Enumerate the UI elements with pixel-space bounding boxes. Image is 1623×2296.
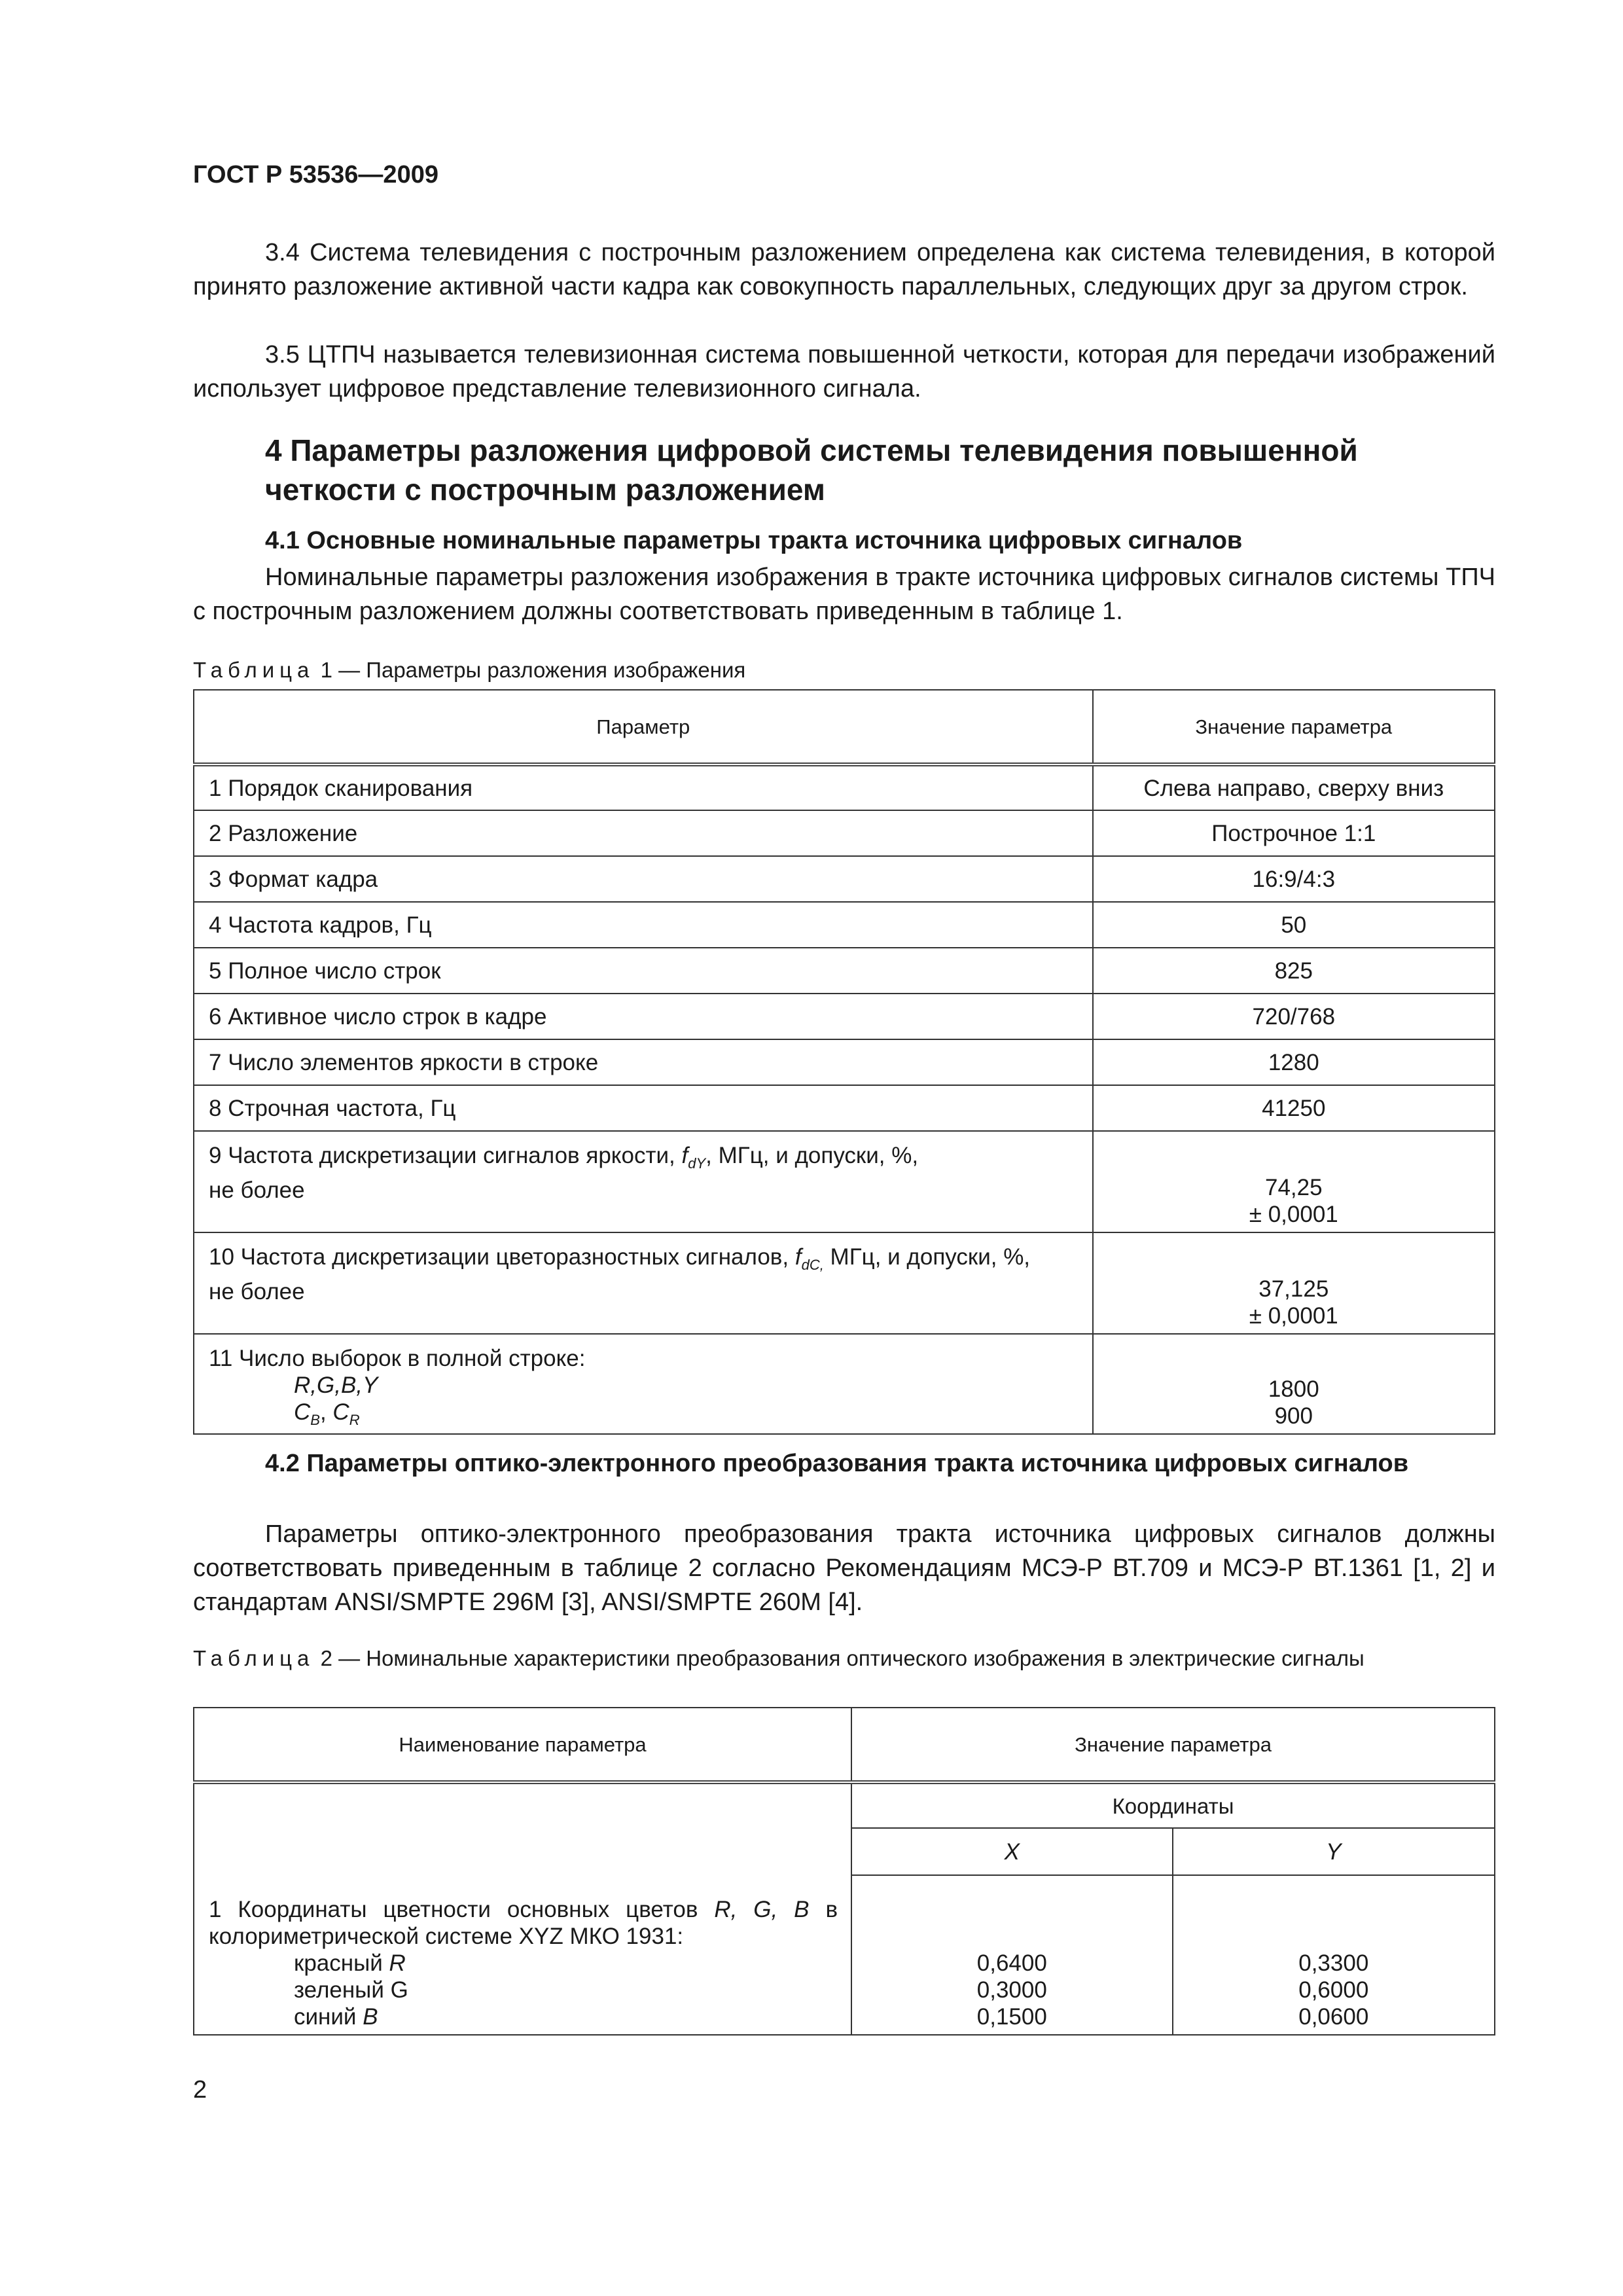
table-row: 3 Формат кадра 16:9/4:3 <box>194 856 1495 902</box>
table2-col-x: X <box>851 1828 1172 1875</box>
section-4-heading: 4 Параметры разложения цифровой системы телевидения повышенной четкости с построчным разложением <box>265 433 1358 507</box>
para-4-1: Номинальные параметры разложения изображения в тракте источника цифровых сигналов системы ТПЧ с построчным разложением должны соответствовать приведенным в таблице 1. <box>193 564 1495 625</box>
table1-caption: Таблица 1 — Параметры разложения изображения <box>193 658 746 682</box>
table1 <box>193 689 1495 1435</box>
table2-row-1-name: 1 Координаты цветности основных цветов R, G, B в колориметрической системе XYZ МКО 1931: красный R зеленый G синий B <box>194 1782 851 2035</box>
page-number: 2 <box>193 2076 207 2104</box>
table2-header-row <box>194 1708 1495 1782</box>
table1-col-value: Значение параметра <box>1093 690 1495 764</box>
table-row: 1 Порядок сканирования Слева направо, сверху вниз <box>194 764 1495 810</box>
table2-col-value: Значение параметра <box>851 1708 1495 1782</box>
para-3-4: 3.4 Система телевидения с построчным разложением определена как система телевидения, в которой принято разложение активной части кадра как совокупность параллельных, следующих друг за другом строк. <box>193 239 1495 300</box>
table-row: 9 Частота дискретизации сигналов яркости, $f_{dY}$, МГц, и допуски, %, не более 74,25 ± 0,0001 <box>194 1131 1495 1232</box>
table2-coords-header: Координаты <box>851 1782 1495 1828</box>
table-row: 4 Частота кадров, Гц 50 <box>194 902 1495 948</box>
table-row: 2 Разложение Построчное 1:1 <box>194 810 1495 856</box>
para-4-2: Параметры оптико-электронного преобразования тракта источника цифровых сигналов должны соответствовать приведенным в таблице 2 согласно Рекомендациям МСЭ-Р ВТ.709 и МСЭ-Р ВТ.1361 [1, 2] и стандартам ANSI/SMPTE 296M [3], ANSI/SMPTE 260M [4]. <box>193 1520 1495 1616</box>
table-row: 10 Частота дискретизации цветоразностных сигналов, $f_{dC,}$ МГц, и допуски, %, не более 37,125 ± 0,0001 <box>194 1232 1495 1334</box>
table1-header-row <box>194 690 1495 764</box>
table-row: 0,6400 0,3000 0,1500 0,3300 0,6000 0,0600 <box>194 1875 1495 2035</box>
section-4-1-heading: 4.1 Основные номинальные параметры тракта источника цифровых сигналов <box>265 527 1243 554</box>
para-3-5: 3.5 ЦТПЧ называется телевизионная система повышенной четкости, которая для передачи изображений использует цифровое представление телевизионного сигнала. <box>193 341 1495 403</box>
table-row: 11 Число выборок в полной строке: R,G,B,Y $C_B$, $C_R$ 1800 900 <box>194 1334 1495 1434</box>
table2 <box>193 1707 1495 2036</box>
table2-caption: Таблица 2 — Номинальные характеристики преобразования оптического изображения в электрические сигналы <box>193 1646 1364 1670</box>
table-row: 8 Строчная частота, Гц 41250 <box>194 1085 1495 1131</box>
table2-col-name: Наименование параметра <box>194 1708 851 1782</box>
table1-col-param: Параметр <box>194 690 1093 764</box>
table-row: 5 Полное число строк 825 <box>194 948 1495 994</box>
table-row: 7 Число элементов яркости в строке 1280 <box>194 1039 1495 1085</box>
table2-col-y: Y <box>1173 1828 1495 1875</box>
section-4-2-heading: 4.2 Параметры оптико-электронного преобразования тракта источника цифровых сигналов <box>265 1450 1409 1477</box>
table-row: 6 Активное число строк в кадре 720/768 <box>194 994 1495 1039</box>
document-header: ГОСТ Р 53536—2009 <box>193 161 438 188</box>
